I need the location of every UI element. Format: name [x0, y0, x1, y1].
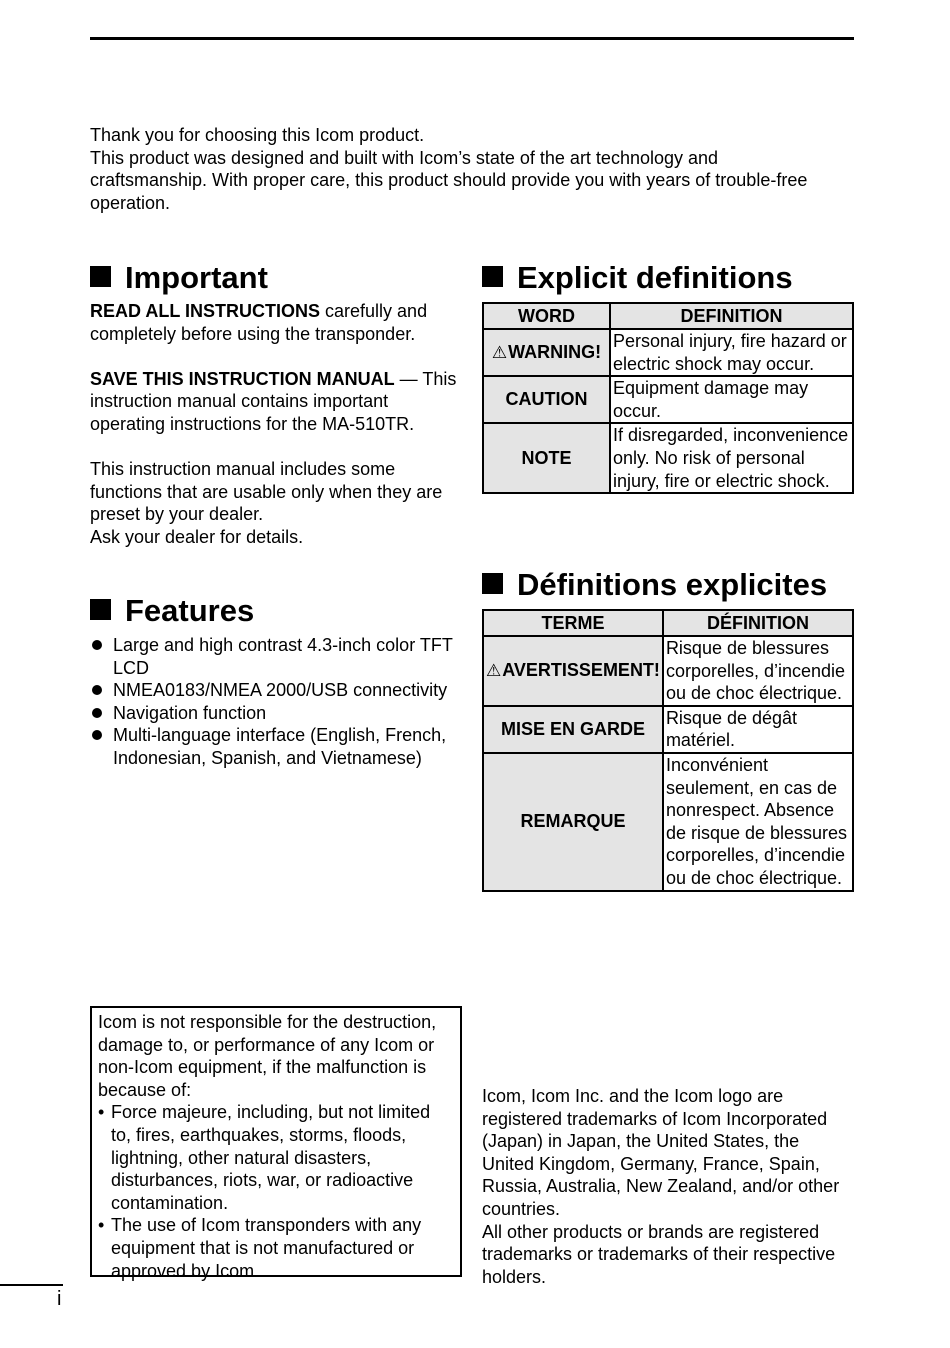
- term-cell: ⚠WARNING!: [483, 329, 610, 376]
- intro-text: [90, 124, 840, 214]
- explicit-definitions-table: [482, 302, 854, 494]
- important-heading: Important: [90, 260, 268, 296]
- square-bullet-icon: [90, 266, 111, 287]
- important-paragraph-3: This instruction manual includes some functions that are usable only when they are preset by your dealer.: [90, 459, 443, 525]
- definitions-explicites-heading: Définitions explicites: [482, 567, 827, 603]
- term-cell: REMARQUE: [483, 753, 663, 891]
- bullet-dot-icon: [92, 730, 102, 740]
- definition-cell: Risque de dégât matériel.: [663, 706, 853, 753]
- table-header-row: [483, 610, 853, 636]
- disclaimer-box: [90, 1006, 462, 1281]
- table-row: [483, 753, 853, 891]
- features-heading: Features: [90, 593, 254, 629]
- list-item: NMEA0183/NMEA 2000/USB connectivity: [90, 679, 455, 702]
- list-item: • Force majeure, including, but not limited to, fires, earthquakes, storms, floods, lightning, other natural disasters, disturbances, riots, war, or radioactive contamination.: [98, 1102, 431, 1213]
- bullet-dot-icon: [92, 708, 102, 718]
- table-row: [483, 376, 853, 423]
- definitions-explicites-table: [482, 609, 854, 892]
- table-row: [483, 706, 853, 753]
- trademarks-text: [482, 1085, 854, 1288]
- list-item: Navigation function: [90, 702, 455, 725]
- definition-cell: Equipment damage may occur.: [610, 376, 853, 423]
- table-header-row: [483, 303, 853, 329]
- column-header-word: WORD: [483, 303, 610, 329]
- important-paragraph-4: Ask your dealer for details.: [90, 526, 304, 547]
- intro-line-1: Thank you for choosing this Icom product.: [90, 125, 425, 145]
- important-section: [90, 300, 465, 549]
- features-section: [90, 634, 455, 770]
- bullet-icon: •: [98, 1102, 105, 1123]
- list-item: Multi-language interface (English, French, Indonesian, Spanish, and Vietnamese): [90, 724, 455, 769]
- important-paragraph-2: SAVE THIS INSTRUCTION MANUAL — This instruction manual contains important operating instructions for the MA-510TR.: [90, 368, 457, 434]
- term-cell: CAUTION: [483, 376, 610, 423]
- trademarks-paragraph-1: Icom, Icom Inc. and the Icom logo are registered trademarks of Icom Incorporated (Japan) in Japan, the United States, the United Kingdom, Germany, France, Spain, Russia, Australia, New Zealand, and/or other countries.: [482, 1086, 840, 1219]
- intro-line-2: This product was designed and built with Icom’s state of the art technology and craftsmanship. With proper care, this product should provide you with years of trouble-free operation.: [90, 147, 808, 213]
- term-cell: ⚠AVERTISSEMENT!: [483, 636, 663, 706]
- column-header-definition: DÉFINITION: [663, 610, 853, 636]
- footer-rule: [0, 1284, 63, 1286]
- bullet-icon: •: [98, 1215, 105, 1236]
- trademarks-paragraph-2: All other products or brands are registered trademarks or trademarks of their respective holders.: [482, 1221, 836, 1287]
- column-header-terme: TERME: [483, 610, 663, 636]
- square-bullet-icon: [482, 573, 503, 594]
- term-cell: MISE EN GARDE: [483, 706, 663, 753]
- column-header-definition: DEFINITION: [610, 303, 853, 329]
- definition-cell: Personal injury, fire hazard or electric shock may occur.: [610, 329, 853, 376]
- disclaimer-intro: Icom is not responsible for the destruction, damage to, or performance of any Icom or non-Icom equipment, if the malfunction is because of:: [98, 1012, 437, 1100]
- list-item: • The use of Icom transponders with any equipment that is not manufactured or approved by Icom.: [98, 1215, 422, 1281]
- table-row: [483, 329, 853, 376]
- square-bullet-icon: [482, 266, 503, 287]
- features-list: [90, 634, 455, 770]
- table-row: [483, 423, 853, 493]
- top-rule: [90, 37, 854, 40]
- square-bullet-icon: [90, 599, 111, 620]
- page-number: i: [57, 1288, 62, 1310]
- term-cell: NOTE: [483, 423, 610, 493]
- bullet-dot-icon: [92, 685, 102, 695]
- list-item: Large and high contrast 4.3-inch color TFT LCD: [90, 634, 455, 679]
- warning-triangle-icon: ⚠: [486, 661, 502, 681]
- disclaimer-list: [98, 1101, 454, 1282]
- table-row: [483, 636, 853, 706]
- definition-cell: Inconvénient seulement, en cas de nonrespect. Absence de risque de blessures corporelles, d’incendie ou de choc électrique.: [663, 753, 853, 891]
- bullet-dot-icon: [92, 640, 102, 650]
- definition-cell: If disregarded, inconvenience only. No risk of personal injury, fire or electric shock.: [610, 423, 853, 493]
- warning-triangle-icon: ⚠: [491, 342, 508, 362]
- definition-cell: Risque de blessures corporelles, d’incendie ou de choc électrique.: [663, 636, 853, 706]
- explicit-definitions-heading: Explicit definitions: [482, 260, 793, 296]
- important-paragraph-1: READ ALL INSTRUCTIONS carefully and completely before using the transponder.: [90, 301, 428, 344]
